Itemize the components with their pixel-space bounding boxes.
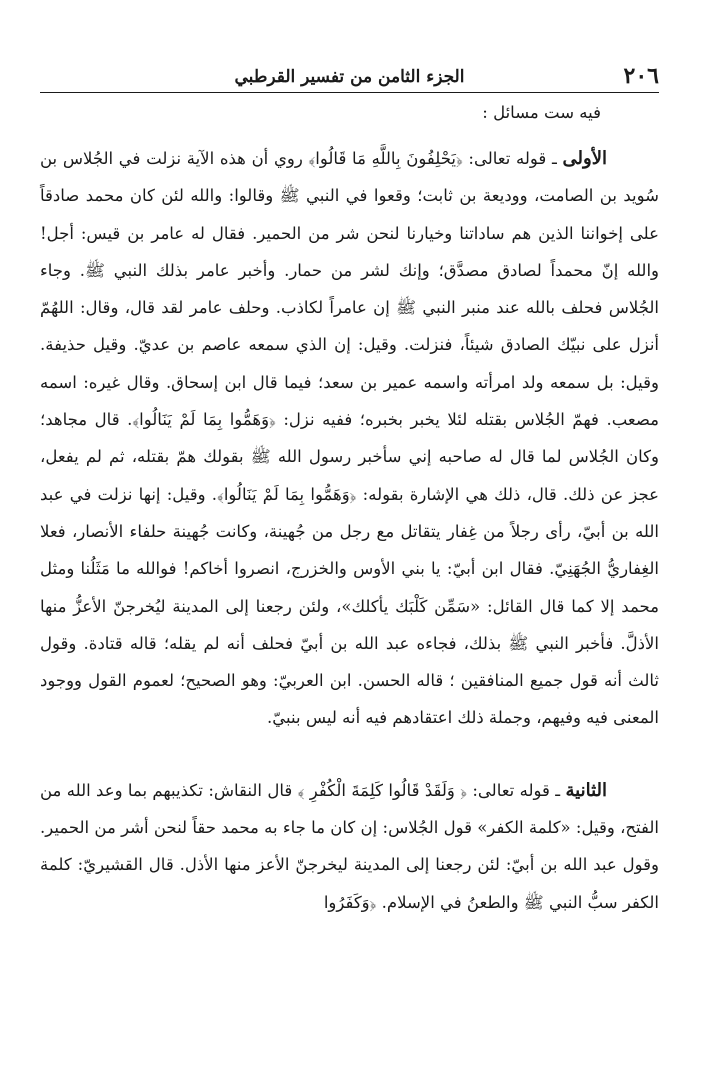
issue-two-heading: الثانية <box>565 779 607 801</box>
issue-one-text: ـ قوله تعالى: ﴿يَحْلِفُونَ بِاللَّهِ مَا قَالُوا﴾ روي أن هذه الآية نزلت في الجُلاس بن سُويد بن الصامت، ووديعة بن ثابت؛ وقعوا في النبي ﷺ وقالوا: والله لئن كان محمد صادقاً على إخواننا الذين هم ساداتنا وخيارنا لنحن شر من الحمير. فقال له عامر بن قيس: أجل! والله إنّ محمداً لصادق مصدَّق؛ وإنك لشر من حمار. وأخبر عامر بذلك النبي ﷺ. وجاء الجُلاس فحلف بالله عند منبر النبي ﷺ إن عامراً لكاذب. وحلف عامر لقد قال، وقال: اللهُمّ أنزل على نبيّك الصادق شيئاً، فنزلت. وقيل: إن الذي سمعه عاصم بن عديّ. وقيل حذيفة. وقيل: بل سمعه ولد امرأته واسمه عمير بن سعد؛ فيما قال ابن إسحاق. وقال غيره: اسمه مصعب. فهمّ الجُلاس بقتله لئلا يخبر بخبره؛ ففيه نزل: ﴿وَهَمُّوا بِمَا لَمْ يَنَالُوا﴾. قال مجاهد؛ وكان الجُلاس لما قال له صاحبه إني سأخبر رسول الله ﷺ بقولك همّ بقتله، ثم لم يفعل، عجز عن ذلك. قال، ذلك هي الإشارة بقوله: ﴿وَهَمُّوا بِمَا لَمْ يَنَالُوا﴾. وقيل: إنها نزلت في عبد الله بن أبيّ، رأى رجلاً من غِفار يتقاتل مع رجل من جُهينة، وكانت جُهينة حلفاء الأنصار، فعلا الغِفاريُّ الجُهَنِيّ. فقال ابن أبيّ: يا بني الأوس والخزرج، انصروا أخاكم! فوالله ما مَثَلُنا ومثل محمد إلا كما قال القائل: «سَمِّن كَلْبَك يأكلك»، ولئن رجعنا إلى المدينة ليُخرجنّ الأعزُّ منها الأذلَّ. فأخبر النبي ﷺ بذلك، فجاءه عبد الله بن أبيّ فحلف أنه لم يقله؛ قاله قتادة. وقول ثالث أنه قول جميع المنافقين ؛ قاله الحسن. ابن العربيّ: وهو الصحيح؛ لعموم القول ووجود المعنى فيه وفيهم، وجملة ذلك اعتقادهم فيه أنه ليس بنبيّ. <box>40 149 659 728</box>
issue-two-paragraph <box>40 772 659 921</box>
page-body <box>40 96 659 921</box>
running-title: الجزء الثامن من تفسير القرطبي <box>234 67 465 87</box>
page-number: ٢٠٦ <box>623 63 659 89</box>
issue-one-heading: الأولى <box>562 148 607 169</box>
intro-line: فيه ست مسائل : <box>482 103 601 122</box>
issue-one-paragraph <box>40 140 659 737</box>
issue-two-text: ـ قوله تعالى: ﴿ وَلَقَدْ قَالُوا كَلِمَةَ الْكُفْرِ ﴾ قال النقاش: تكذيبهم بما وعد الله من الفتح، وقيل: «كلمة الكفر» قول الجُلاس: إن كان ما جاء به محمد حقاً لنحن أشر من الحمير. وقول عبد الله بن أبيّ: لئن رجعنا إلى المدينة ليخرجنّ الأعز منها الأذل. قال القشيريّ: كلمة الكفر سبُّ النبي ﷺ والطعنُ في الإسلام. ﴿وَكَفَرُوا <box>40 780 659 912</box>
page-header <box>40 62 659 93</box>
